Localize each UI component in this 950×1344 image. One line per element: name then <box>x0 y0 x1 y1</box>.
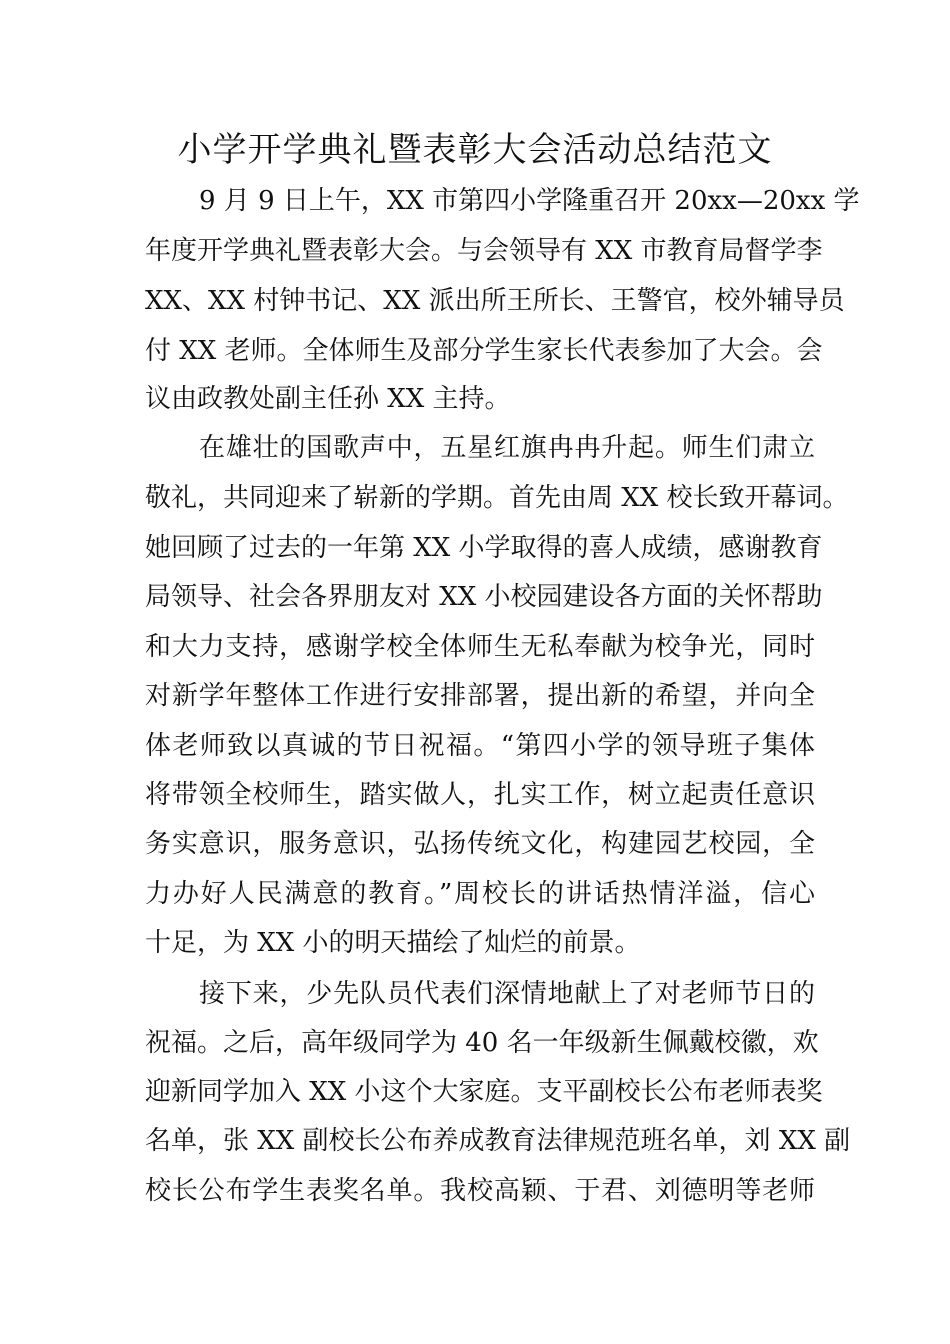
paragraph-line: 迎新同学加入 XX 小这个大家庭。支平副校长公布老师表奖 <box>145 1077 823 1107</box>
paragraph-line: 接下来，少先队员代表们深情地献上了对老师节日的 <box>199 979 815 1009</box>
paragraph-line: 她回顾了过去的一年第 XX 小学取得的喜人成绩，感谢教育 <box>145 533 823 563</box>
document-title: 小学开学典礼暨表彰大会活动总结范文 <box>177 130 773 170</box>
paragraph-line: 局领导、社会各界朋友对 XX 小校园建设各方面的关怀帮助 <box>145 582 823 612</box>
paragraph-line: 体老师致以真诚的节日祝福。“第四小学的领导班子集体 <box>145 731 815 761</box>
paragraph-line: 力办好人民满意的教育。”周校长的讲话热情洋溢，信心 <box>145 879 815 909</box>
paragraph-line: 对新学年整体工作进行安排部署，提出新的希望，并向全 <box>145 681 815 711</box>
paragraph-line: 祝福。之后，高年级同学为 40 名一年级新生佩戴校徽，欢 <box>145 1028 819 1058</box>
paragraph-line: 将带领全校师生，踏实做人，扎实工作，树立起责任意识 <box>145 780 815 810</box>
paragraph-line: 十足，为 XX 小的明天描绘了灿烂的前景。 <box>145 928 641 958</box>
paragraph-line: 和大力支持，感谢学校全体师生无私奉献为校争光，同时 <box>145 632 815 662</box>
paragraph-line: 年度开学典礼暨表彰大会。与会领导有 XX 市教育局督学李 <box>145 236 823 266</box>
paragraph-line: 9 月 9 日上午，XX 市第四小学隆重召开 20xx—20xx 学 <box>199 186 860 216</box>
paragraph-line: 在雄壮的国歌声中，五星红旗冉冉升起。师生们肃立 <box>199 433 815 463</box>
paragraph-line: XX、XX 村钟书记、XX 派出所王所长、王警官，校外辅导员 <box>145 286 845 316</box>
paragraph-line: 付 XX 老师。全体师生及部分学生家长代表参加了大会。会 <box>145 336 823 366</box>
paragraph-line: 议由政教处副主任孙 XX 主持。 <box>145 384 511 414</box>
paragraph-line: 名单，张 XX 副校长公布养成教育法律规范班名单，刘 XX 副 <box>145 1126 851 1156</box>
paragraph-line: 敬礼，共同迎来了崭新的学期。首先由周 XX 校长致开幕词。 <box>145 483 849 513</box>
paragraph-line: 校长公布学生表奖名单。我校高颖、于君、刘德明等老师 <box>145 1176 815 1206</box>
paragraph-line: 务实意识，服务意识，弘扬传统文化，构建园艺校园，全 <box>145 829 815 859</box>
